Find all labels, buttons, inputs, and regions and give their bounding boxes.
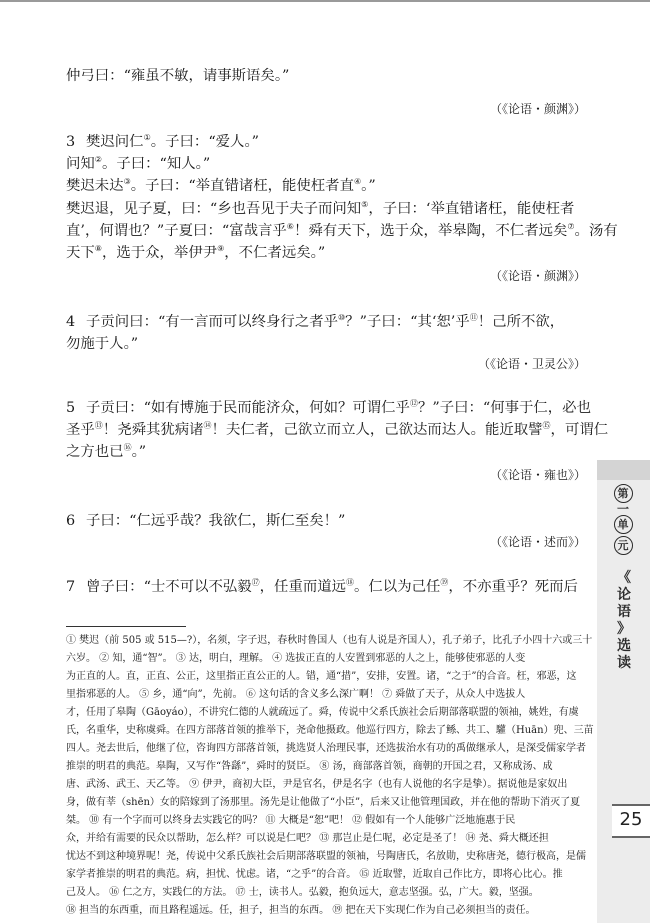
passage-5-line-2: 圣乎⑬！尧舜其犹病诸⑭！夫仁者，己欲立而立人，己欲达而达人。能近取譬⑮，可谓仁 [66,421,609,438]
footnote-ref: ⑧ [94,244,102,254]
footnote-line: 众，并给有需要的民众以帮助，怎么样？可以说是仁吧？ ⑬ 那岂止是仁呢，必定是圣了！ ⑭ 尧、舜大概还担 [66,833,549,844]
footnote-line: 氏，名重华，史称虞舜。在四方部落首领的推举下，尧命他摄政。他巡行四方，除去了鲧、共工、驩（Huān）兜、三苗 [66,725,594,736]
passage-3-line-4: 樊迟退，见子夏，曰：“乡也吾见于夫子而问知⑤，子曰：‘举直错诸枉，能使枉者 [66,200,575,217]
passage-4-line-1: 4 子贡问曰：“有一言而可以终身行之者乎⑩？”子曰：“其‘恕’乎⑪！己所不欲， [66,313,565,330]
chapter-sidebar [597,460,650,923]
passage-3-line-5: 直’，何谓也？”子夏曰：“富哉言乎⑥！舜有天下，选于众，举皋陶，不仁者远矣⑦。汤有 [66,222,618,239]
footnote-line: 里指邪恶的人。 ⑤ 乡，通“向”，先前。 ⑥ 这句话的含义多么深广啊！ ⑦ 舜做了天子，从众人中选拔人 [66,689,526,700]
passage-5-line-3: 之方也已⑯。” [66,443,147,460]
footnote-line: ⑱ 担当的东西重，而且路程遥远。任，担子，担当的东西。 ⑲ 把在天下实现仁作为自己必须担当的责任。 [66,905,536,916]
footnote-ref: ⑮ [542,421,551,431]
passage-number: 7 [66,579,76,595]
footnote-ref: ⑩ [338,313,346,323]
unit-char: 第 [614,484,633,503]
footnote-ref: ② [94,155,102,165]
footnote-ref: ⑰ [251,578,260,588]
unit-char: 元 [614,536,633,555]
passage-number: 5 [66,400,76,416]
unit-char: 单 [614,515,633,534]
passage-6-source: （《论语・述而》） [489,535,586,549]
passage-7-line-1: 7 曾子曰：“士不可以不弘毅⑰，任重而道远⑱。仁以为己任⑲，不亦重乎？死而后 [66,578,578,595]
footnote-line: 桀。 ⑩ 有一个字而可以终身去实践它的吗？ ⑪ 大概是“恕”吧！ ⑫ 假如有一个人能够广泛地施惠于民 [66,815,516,826]
passage-5-line-1: 5 子贡曰：“如有博施于民而能济众，何如？可谓仁乎⑫？”子曰：“何事于仁，必也 [66,399,591,416]
footnote-line: 身，做有莘（shēn）女的陪嫁到了汤那里。汤先是让他做了“小臣”，后来又让他管理国政，并在他的帮助下消灭了夏 [66,797,581,808]
unit-label [611,482,635,557]
footnote-ref: ⑯ [123,443,132,453]
page-number-box [612,804,650,838]
footnote-line: 唐、武汤、武王、天乙等。 ⑨ 伊尹，商初大臣，尹是官名，伊是名字（也有人说他的名字是挚）。据说他是家奴出 [66,779,568,790]
footnote-ref: ⑤ [361,200,369,210]
passage-3-line-2: 问知②。子曰：“知人。” [66,155,211,172]
book-title-char: 语 [617,604,631,620]
footnote-ref: ① [143,133,151,143]
passage-5-source: （《论语・雍也》） [489,468,586,482]
passage-6-line-1: 6 子曰：“仁远乎哉？我欲仁，斯仁至矣！” [66,513,346,529]
passage-3-line-1: 3 樊迟问仁①。子曰：“爱人。” [66,133,259,150]
passage-3-line-3: 樊迟未达③。子曰：“举直错诸枉，能使枉者直④。” [66,177,376,194]
book-title-char: 《 [617,570,631,586]
footnote-ref: ⑨ [217,244,225,254]
passage-number: 3 [66,134,76,150]
footnote-line: 六岁。 ② 知，通“智”。 ③ 达，明白，理解。 ④ 选拔正直的人安置到邪恶的人之上，能够使邪恶的人变 [66,653,526,664]
top-rule [0,0,650,2]
footnote-ref: ⑱ [346,578,355,588]
footnote-line: 推崇的明君的典范。皋陶，又写作“咎繇”，舜时的贤臣。 ⑧ 汤，商部落首领，商朝的开国之君，又称成汤、成 [66,761,553,772]
page-number: 25 [619,809,643,830]
passage-2-source: （《论语・颜渊》） [489,102,586,116]
passage-4-line-2: 勿施于人。” [66,336,139,352]
footnote-ref: ④ [353,177,362,187]
footnote-ref: ⑲ [440,578,449,588]
book-title-vertical [614,570,634,672]
footnote-ref: ⑦ [567,222,575,232]
footnote-ref: ⑫ [409,399,418,409]
passage-3-source: （《论语・颜渊》） [489,269,586,283]
footnote-separator [66,626,186,627]
footnote-ref: ⑥ [286,222,294,232]
footnote-line: 己及人。 ⑯ 仁之方，实践仁的方法。 ⑰ 士，读书人。弘毅，抱负远大，意志坚强。弘，广大。毅，坚强。 [66,887,539,898]
passage-4-source: （《论语・卫灵公》） [477,357,586,371]
passage-number: 4 [66,314,76,330]
footnote-line: 忧达不到这种境界呢！尧，传说中父系氏族社会后期部落联盟的领袖，号陶唐氏，名放勋，史称唐尧，德行极高，是儒 [66,851,586,862]
passage-3-line-6: 天下⑧，选于众，举伊尹⑨，不仁者远矣。” [66,244,326,261]
footnote-line: 家学者推崇的明君的典范。病，担忧、忧虑。诸，“之乎”的合音。 ⑮ 近取譬，近取自己作比方，即将心比心。推 [66,869,563,880]
book-title-char: 选 [617,638,631,654]
footnote-ref: ③ [123,177,131,187]
book-title-char: 读 [617,655,631,671]
book-title-char: 论 [617,587,631,603]
footnote-line: 为正直的人。直，正直、公正，这里指正直公正的人。错，通“措”，安排，安置。诸，“之于”的合音。枉，邪恶，这 [66,671,577,682]
passage-number: 6 [66,513,76,529]
book-title-char: 》 [617,621,631,637]
unit-char: 一 [616,502,629,516]
footnote-ref: ⑪ [469,313,478,323]
footnote-line: 四人。尧去世后，他继了位，咨询四方部落首领，挑选贤人治理民事，还选拔治水有功的禹做继承人，是深受儒家学者 [66,743,586,754]
footnote-ref: ⑬ [94,421,103,431]
footnote-ref: ⑭ [203,421,212,431]
passage-2-line-1: 仲弓曰：“雍虽不敏，请事斯语矣。” [66,68,290,84]
footnote-line: ① 樊迟（前 505 或 515—?），名须，字子迟，春秋时鲁国人（也有人说是齐国人），孔子弟子，比孔子小四十六或三十 [66,635,593,646]
sidebar-header-band [597,460,650,480]
footnote-line: 才，任用了皋陶（Gāoyáo），不讲究仁德的人就疏远了。舜，传说中父系氏族社会后期部落联盟的领袖，姚姓，有虞 [66,707,579,718]
